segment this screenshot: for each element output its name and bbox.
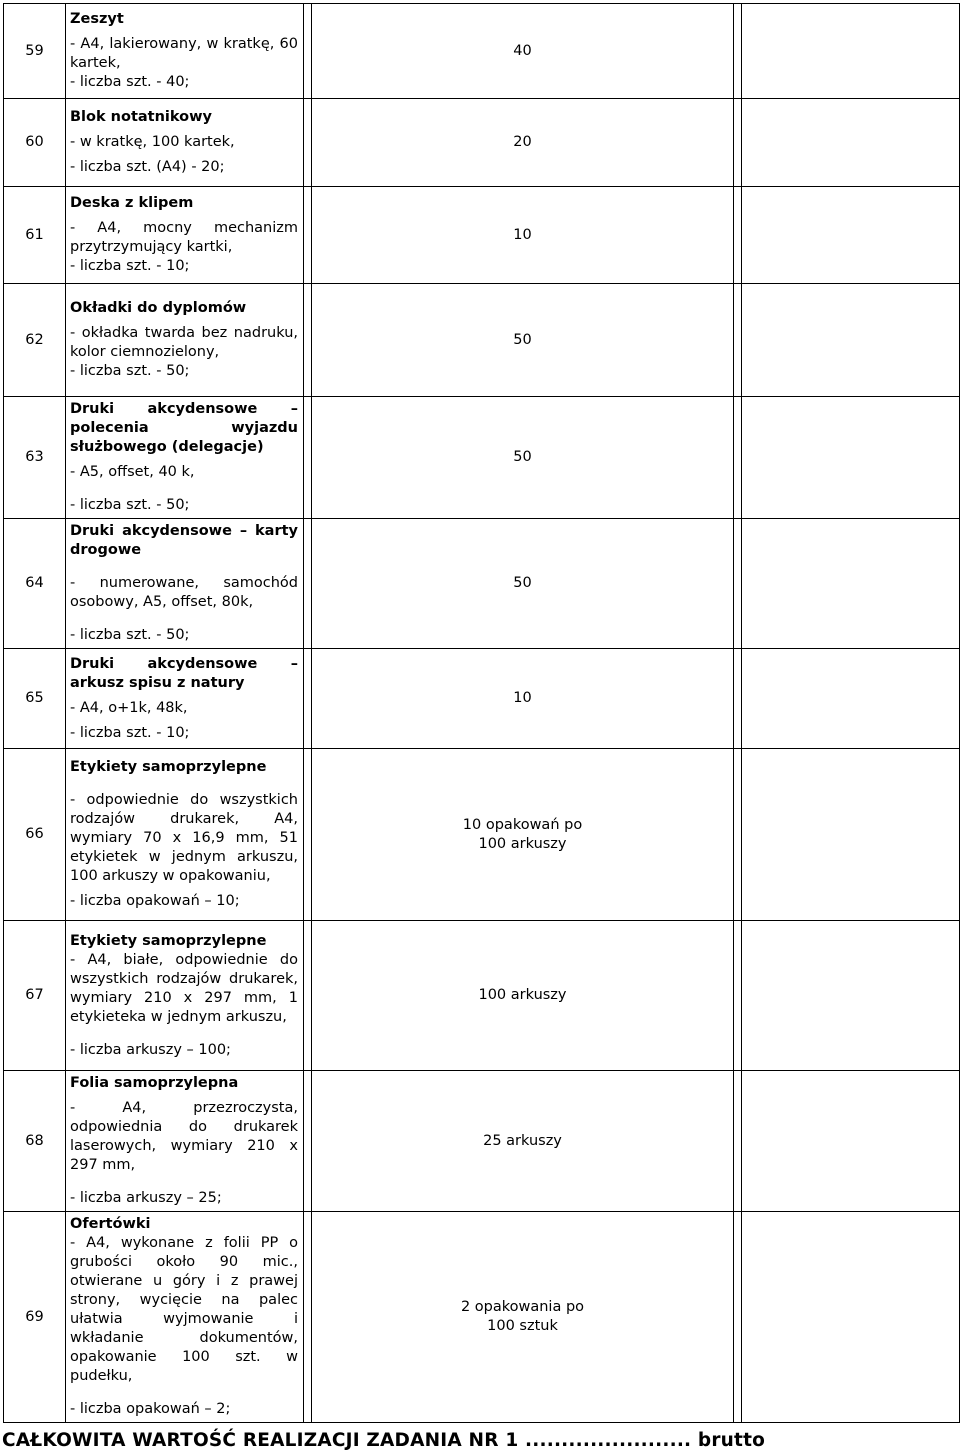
item-spec: - A5, offset, 40 k, bbox=[70, 464, 195, 480]
item-spec: - w kratkę, 100 kartek, bbox=[70, 134, 235, 150]
item-quantity-line: - liczba arkuszy – 25; bbox=[70, 1190, 222, 1206]
table-row bbox=[4, 1071, 960, 1212]
item-spec: - A4, białe, odpowiednie do wszystkich rodzajów drukarek, wymiary 210 x 297 mm, 1 etykieteka w jednym arkuszu, bbox=[70, 951, 298, 1025]
item-title: Etykiety samoprzylepne bbox=[70, 759, 267, 775]
item-description bbox=[66, 649, 304, 749]
table-row bbox=[4, 4, 960, 99]
item-quantity: 100 arkuszy bbox=[312, 921, 734, 1071]
item-spec: - odpowiednie do wszystkich rodzajów drukarek, A4, wymiary 70 x 16,9 mm, 51 etykietek w jednym arkuszu, 100 arkuszy w opakowaniu, bbox=[70, 792, 298, 884]
item-description bbox=[66, 749, 304, 921]
row-number: 65 bbox=[4, 649, 66, 749]
item-quantity-line: - liczba szt. - 50; bbox=[70, 627, 190, 643]
item-spec: - A4, przezroczysta, odpowiednia do drukarek laserowych, wymiary 210 x 297 mm, bbox=[70, 1100, 298, 1173]
item-quantity: 50 bbox=[312, 284, 734, 397]
row-number: 60 bbox=[4, 99, 66, 187]
items-table bbox=[3, 3, 960, 1423]
table-row bbox=[4, 99, 960, 187]
table-row bbox=[4, 187, 960, 284]
item-title: Folia samoprzylepna bbox=[70, 1075, 239, 1091]
table-row bbox=[4, 921, 960, 1071]
table-row bbox=[4, 1212, 960, 1423]
value-cell bbox=[742, 397, 960, 519]
item-quantity bbox=[312, 749, 734, 921]
item-spec: - okładka twarda bez nadruku, kolor ciemnozielony, bbox=[70, 325, 298, 360]
item-description bbox=[66, 284, 304, 397]
item-quantity: 50 bbox=[312, 397, 734, 519]
table-row bbox=[4, 749, 960, 921]
item-quantity-line: - liczba szt. - 50; bbox=[70, 363, 190, 379]
value-cell bbox=[742, 921, 960, 1071]
table-row bbox=[4, 397, 960, 519]
value-cell bbox=[742, 519, 960, 649]
item-quantity-line: - liczba opakowań – 10; bbox=[70, 893, 240, 909]
value-cell bbox=[742, 187, 960, 284]
table-row bbox=[4, 519, 960, 649]
value-cell bbox=[742, 1212, 960, 1423]
item-quantity: 40 bbox=[312, 4, 734, 99]
item-quantity-line: - liczba arkuszy – 100; bbox=[70, 1041, 231, 1058]
item-title: Druki akcydensowe – polecenia wyjazdu służbowego (delegacje) bbox=[70, 401, 298, 455]
table-row bbox=[4, 649, 960, 749]
item-quantity-line: - liczba szt. - 50; bbox=[70, 497, 190, 513]
row-number: 61 bbox=[4, 187, 66, 284]
total-value-label: CAŁKOWITA WARTOŚĆ REALIZACJI ZADANIA NR 1 ....................... brutto bbox=[2, 1430, 766, 1451]
item-title: Druki akcydensowe – arkusz spisu z natury bbox=[70, 655, 298, 691]
item-description bbox=[66, 187, 304, 284]
item-title: Deska z klipem bbox=[70, 195, 194, 211]
item-title: Etykiety samoprzylepne bbox=[70, 932, 267, 949]
row-number: 67 bbox=[4, 921, 66, 1071]
item-title: Zeszyt bbox=[70, 11, 124, 27]
row-number: 64 bbox=[4, 519, 66, 649]
table-row bbox=[4, 284, 960, 397]
item-quantity-text: 2 opakowania po 100 sztuk bbox=[460, 1299, 585, 1334]
item-quantity-line: - liczba opakowań – 2; bbox=[70, 1401, 231, 1417]
item-quantity: 50 bbox=[312, 519, 734, 649]
item-description bbox=[66, 397, 304, 519]
item-quantity-text: 10 opakowań po 100 arkuszy bbox=[462, 816, 583, 852]
value-cell bbox=[742, 1071, 960, 1212]
item-description bbox=[66, 4, 304, 99]
item-quantity: 20 bbox=[312, 99, 734, 187]
item-quantity: 10 bbox=[312, 649, 734, 749]
item-spec: - numerowane, samochód osobowy, A5, offset, 80k, bbox=[70, 575, 298, 610]
value-cell bbox=[742, 99, 960, 187]
value-cell bbox=[742, 284, 960, 397]
value-cell bbox=[742, 4, 960, 99]
row-number: 59 bbox=[4, 4, 66, 99]
item-description bbox=[66, 1212, 304, 1423]
item-spec: - A4, mocny mechanizm przytrzymujący kartki, bbox=[70, 220, 298, 255]
item-title: Okładki do dyplomów bbox=[70, 300, 247, 316]
row-number: 63 bbox=[4, 397, 66, 519]
item-description bbox=[66, 519, 304, 649]
item-quantity bbox=[312, 1212, 734, 1423]
item-quantity: 25 arkuszy bbox=[312, 1071, 734, 1212]
item-quantity-line: - liczba szt. - 10; bbox=[70, 724, 190, 741]
item-quantity-line: - liczba szt. - 40; bbox=[70, 74, 190, 90]
value-cell bbox=[742, 749, 960, 921]
item-spec: - A4, wykonane z folii PP o grubości około 90 mic., otwierane u góry i z prawej strony, wycięcie na palec ułatwia wyjmowanie i wkładanie dokumentów, opakowanie 100 szt. w pudełku, bbox=[70, 1235, 298, 1384]
item-description bbox=[66, 99, 304, 187]
row-number: 68 bbox=[4, 1071, 66, 1212]
item-title: Blok notatnikowy bbox=[70, 109, 212, 125]
item-quantity-line: - liczba szt. - 10; bbox=[70, 258, 190, 274]
item-title: Ofertówki bbox=[70, 1216, 151, 1232]
value-cell bbox=[742, 649, 960, 749]
item-spec: - A4, lakierowany, w kratkę, 60 kartek, bbox=[70, 36, 298, 71]
item-spec: - A4, o+1k, 48k, bbox=[70, 699, 188, 716]
item-quantity: 10 bbox=[312, 187, 734, 284]
row-number: 69 bbox=[4, 1212, 66, 1423]
item-quantity-line: - liczba szt. (A4) - 20; bbox=[70, 159, 225, 175]
item-description bbox=[66, 921, 304, 1071]
item-title: Druki akcydensowe – karty drogowe bbox=[70, 523, 298, 558]
item-description bbox=[66, 1071, 304, 1212]
row-number: 62 bbox=[4, 284, 66, 397]
row-number: 66 bbox=[4, 749, 66, 921]
